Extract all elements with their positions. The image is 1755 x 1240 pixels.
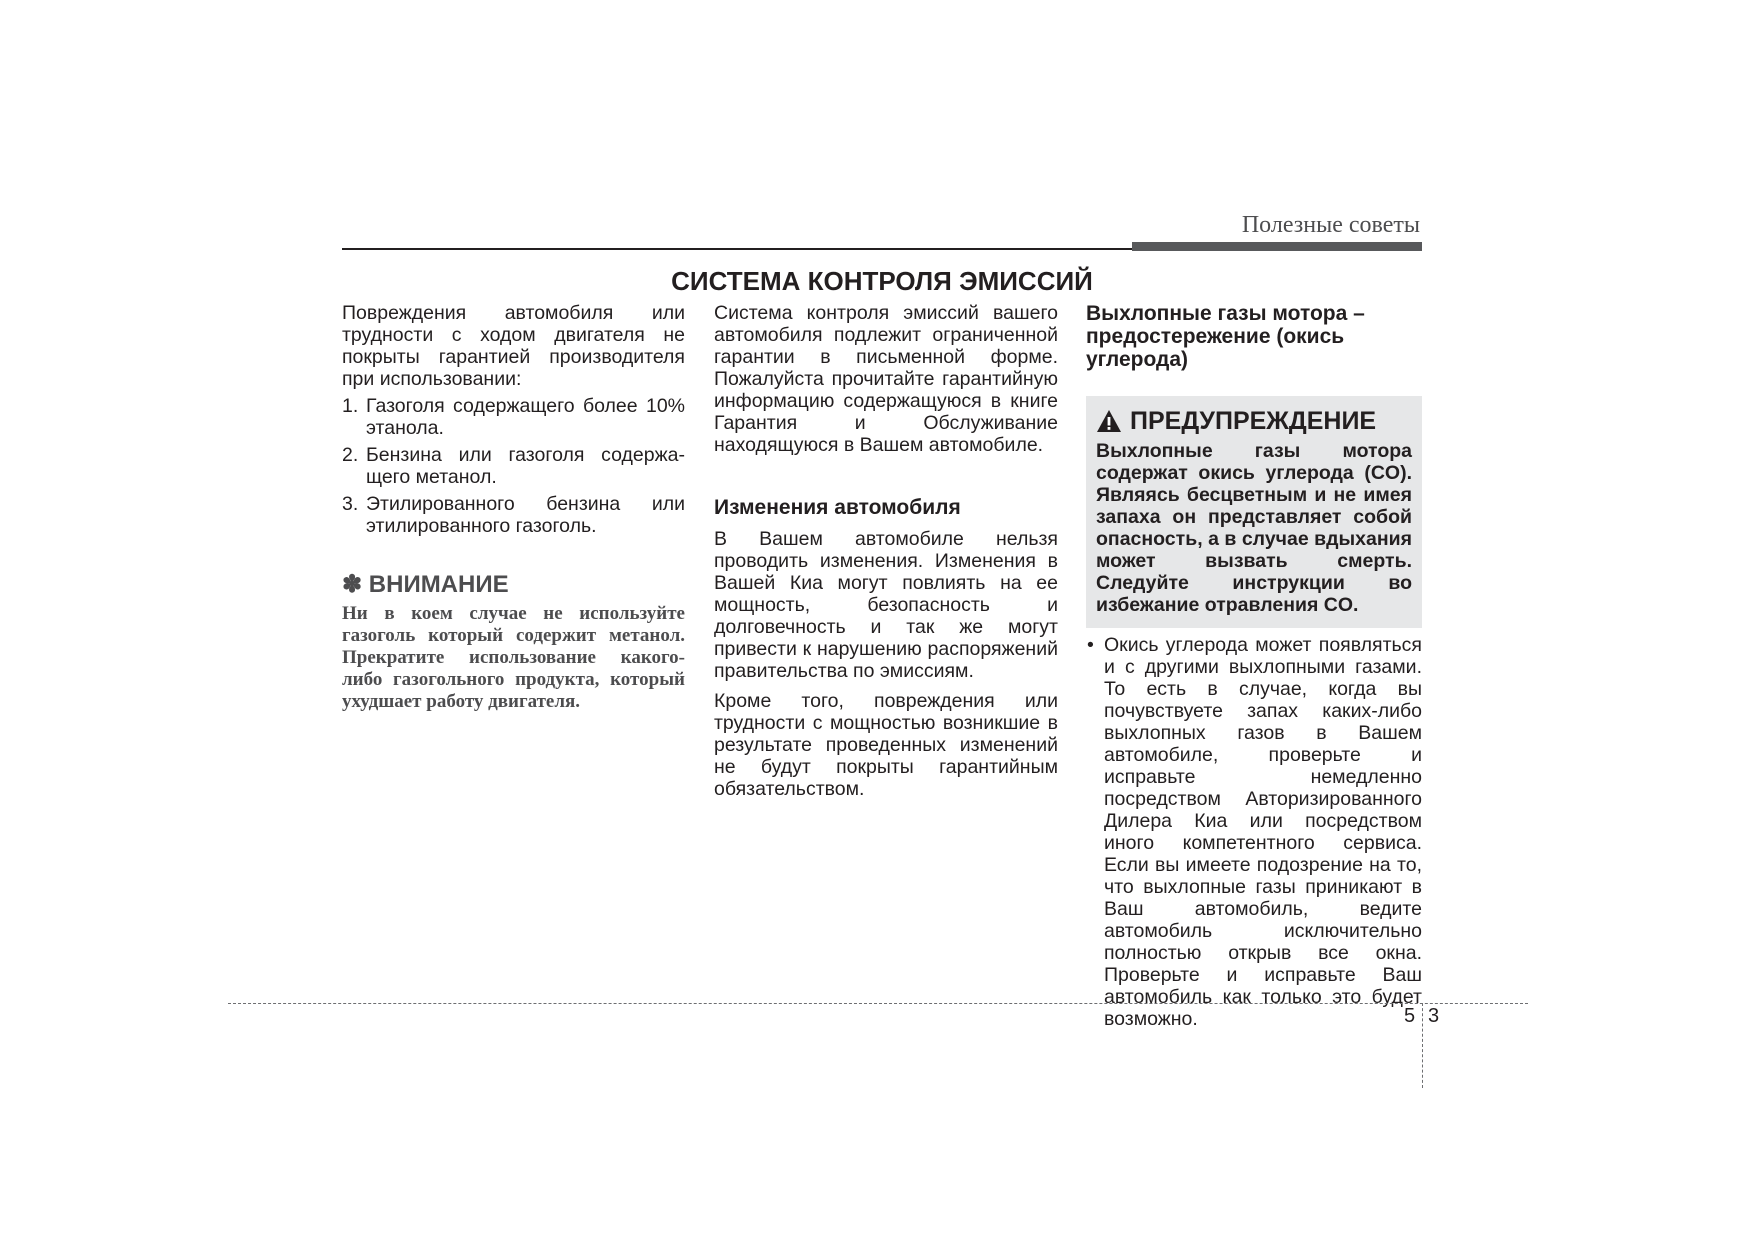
page-number: 3 bbox=[1428, 1005, 1440, 1027]
list-text: Бензина или газоголя содержа-щего метанол. bbox=[366, 444, 685, 488]
column-left bbox=[342, 302, 685, 713]
caution-title: ✽ ВНИМАНИЕ bbox=[342, 571, 509, 598]
caution-text: Ни в коем случае не используйте газоголь который содержит метанол. Прекратите использование какого-либо газогольного продукта, который ухудшает работу двигателя. bbox=[342, 603, 685, 712]
bullet-dot-icon: • bbox=[1087, 634, 1094, 656]
warning-box bbox=[1086, 396, 1422, 628]
list-text: Газоголя содержащего более 10% этанола. bbox=[366, 395, 685, 439]
list-item bbox=[342, 395, 685, 439]
list-item bbox=[342, 493, 685, 537]
modifications-paragraph: В Вашем автомобиле нельзя проводить изменения. Изменения в Вашей Киа могут повлиять на ее мощность, безопасность и долговечность и так же могут привести к нарушению распоряжений правительства по эмиссиям. bbox=[714, 528, 1058, 682]
footer-dashed-line bbox=[228, 1003, 1528, 1004]
bullet-text: Окись углерода может появляться и с другими выхлопными газами. То есть в случае, когда вы почувствуете запах каких-либо выхлопных газов в Вашем автомобиле, проверьте и исправьте немедленно посредством Авторизированного Дилера Киа или посредством иного компетентного сервиса. Если вы имеете подозрение на то, что выхлопные газы приникают в Ваш автомобиль, ведите автомобиль исключительно полностью открыв все окна. Проверьте и исправьте Ваш автомобиль как только это будет возможно. bbox=[1104, 634, 1422, 1030]
warning-title bbox=[1096, 406, 1412, 436]
modifications-heading: Изменения автомобиля bbox=[714, 496, 961, 519]
chapter-number: 5 bbox=[1404, 1005, 1416, 1027]
list-item bbox=[342, 444, 685, 488]
exhaust-heading: Выхлопные газы мотора – предостережение (окись углерода) bbox=[1086, 302, 1365, 371]
warning-title-text: ПРЕДУПРЕЖДЕНИЕ bbox=[1130, 407, 1377, 435]
section-title: Полезные советы bbox=[1241, 212, 1420, 238]
warranty-paragraph: Система контроля эмиссий вашего автомобиля подлежит ограниченной гарантии в письменной форме. Пожалуйста прочитайте гарантийную информацию содержащуюся в книге Гарантия и Обслуживание находящуюся в Вашем автомобиле. bbox=[714, 302, 1058, 456]
column-middle bbox=[714, 302, 1058, 800]
list-number: 1. bbox=[342, 395, 359, 417]
page-heading: СИСТЕМА КОНТРОЛЯ ЭМИССИЙ bbox=[671, 266, 1093, 296]
damage-paragraph: Кроме того, повреждения или трудности с мощностью возникшие в результате проведенных изменений не будут покрыты гарантийным обязательством. bbox=[714, 690, 1058, 800]
header-rule bbox=[342, 248, 1132, 250]
column-right bbox=[1086, 302, 1422, 1030]
fuel-list bbox=[342, 395, 685, 537]
warning-text: Выхлопные газы мотора содержат окись углерода (CO). Являясь бесцветным и не имея запаха он представляет собой опасность, а в случае вдыхания может вызвать смерть. Следуйте инструкции во избежание отравления CO. bbox=[1096, 440, 1412, 616]
list-number: 2. bbox=[342, 444, 359, 466]
bullet-item bbox=[1086, 634, 1422, 1030]
intro-paragraph: Повреждения автомобиля или трудности с ходом двигателя не покрыты гарантией производителя при использовании: bbox=[342, 302, 685, 390]
list-text: Этилированного бензина или этилированного газоголь. bbox=[366, 493, 685, 537]
header-bar bbox=[1132, 242, 1422, 251]
warning-triangle-icon bbox=[1096, 409, 1122, 433]
footer-dashed-divider bbox=[1422, 1003, 1423, 1088]
list-number: 3. bbox=[342, 493, 359, 515]
